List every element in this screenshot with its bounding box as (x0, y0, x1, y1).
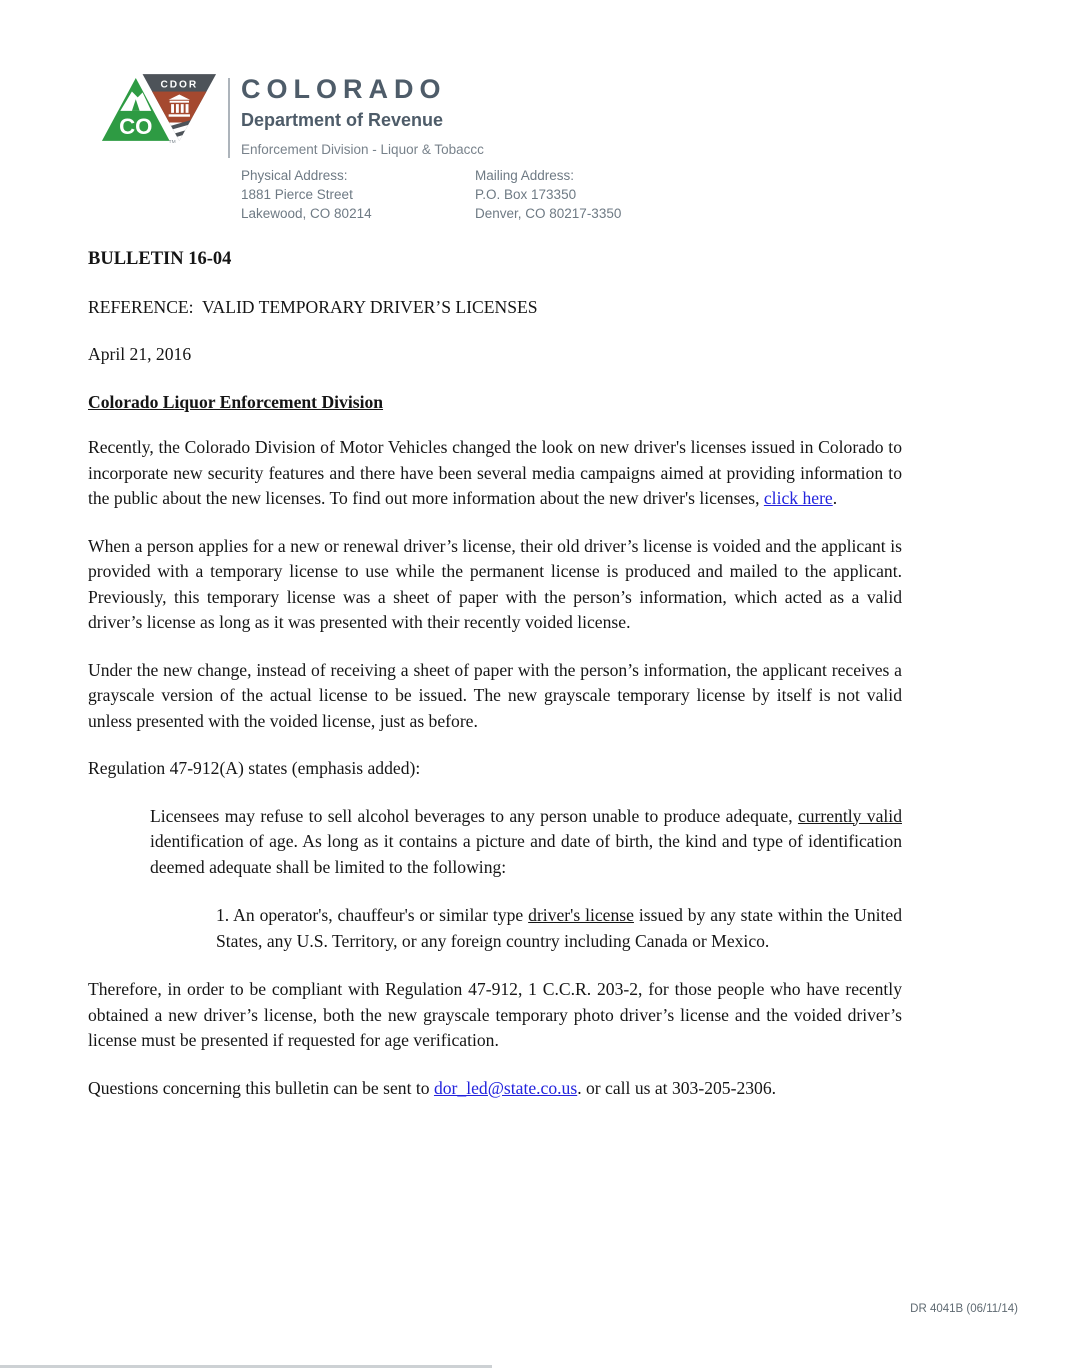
physical-address-city: Lakewood, CO 80214 (241, 206, 372, 221)
division-heading: Colorado Liquor Enforcement Division (88, 391, 384, 412)
agency-name: COLORADO (241, 74, 447, 104)
physical-address (241, 166, 475, 223)
paragraph-intro-text: Recently, the Colorado Division of Motor Vehicles changed the look on new driver's licenses issued in Colorado to incorporate new security features and there have been several media campaigns aimed at providing information to the public about the new licenses. To find out more information about the new driver's licenses, (88, 437, 902, 508)
physical-address-street: 1881 Pierce Street (241, 187, 353, 202)
paragraph-intro (88, 435, 902, 512)
paragraph-questions-start: Questions concerning this bulletin can be sent to (88, 1077, 434, 1098)
cdor-logo-graphic (100, 72, 218, 144)
paragraph-regulation-lead: Regulation 47-912(A) states (emphasis added): (88, 758, 421, 778)
division-name: Enforcement Division - Liquor & Tobaccc (241, 142, 484, 157)
paragraph-temporary-license: When a person applies for a new or renewal driver’s license, their old driver’s license is voided and the applicant is provided with a temporary license to use while the permanent license is produced and mailed to the applicant. Previously, this temporary license was a sheet of paper with the person’s information, which acted as a valid driver’s license as long as it was presented with their recently voided license. (88, 535, 902, 632)
bulletin-date: April 21, 2016 (88, 344, 192, 364)
mailing-address-label: Mailing Address: (475, 168, 575, 183)
paragraph-questions (88, 1076, 902, 1102)
paragraph-questions-end: . or call us at 303-205-2306. (577, 1077, 777, 1098)
regulation-list-item (216, 903, 902, 954)
mailing-address-city: Denver, CO 80217-3350 (475, 206, 622, 221)
co-label: CO (119, 114, 153, 140)
list-item-start: 1. An operator's, chauffeur's or similar type (216, 905, 529, 925)
physical-address-label: Physical Address: (241, 168, 348, 183)
mailing-address-box: P.O. Box 173350 (475, 187, 577, 202)
document-body (88, 247, 902, 1123)
cdor-label: CDOR (160, 79, 199, 91)
mailing-address (475, 166, 621, 223)
form-code: DR 4041B (06/11/14) (910, 1303, 1018, 1315)
department-name: Department of Revenue (241, 110, 444, 130)
list-item-emphasis: driver's license (528, 905, 634, 925)
list-item-end: issued by any state within the United States, any U.S. Territory, or any foreign country including Canada or Mexico. (216, 905, 902, 951)
address-columns (241, 166, 621, 223)
paragraph-intro-end: . (832, 488, 838, 508)
cdor-logo (100, 72, 218, 149)
regulation-quote-end: identification of age. As long as it contains a picture and date of birth, the kind and type of identification deemed adequate shall be limited to the following: (150, 831, 902, 877)
paragraph-therefore: Therefore, in order to be compliant with Regulation 47-912, 1 C.C.R. 203-2, for those people who have recently obtained a new driver’s license, both the new grayscale temporary photo driver’s license and the voided driver’s license must be presented if requested for age verification. (88, 979, 902, 1050)
regulation-quote (150, 804, 902, 881)
regulation-quote-start: Licensees may refuse to sell alcohol beverages to any person unable to produce adequate, (150, 805, 798, 826)
email-link[interactable]: dor_led@state.co.us (433, 1077, 578, 1098)
letterhead (241, 76, 621, 223)
click-here-link[interactable]: click here (763, 488, 833, 508)
paragraph-grayscale: Under the new change, instead of receiving a sheet of paper with the person’s information, the applicant receives a grayscale version of the actual license to be issued. The new grayscale temporary license by itself is not valid unless presented with the voided license, just as before. (88, 659, 902, 731)
bulletin-number: BULLETIN 16-04 (88, 249, 232, 269)
letterhead-divider (228, 78, 230, 158)
regulation-quote-emphasis: currently valid (797, 805, 902, 826)
reference-line: REFERENCE: VALID TEMPORARY DRIVER’S LICENSES (88, 296, 538, 317)
trademark-label: TM (168, 139, 176, 144)
